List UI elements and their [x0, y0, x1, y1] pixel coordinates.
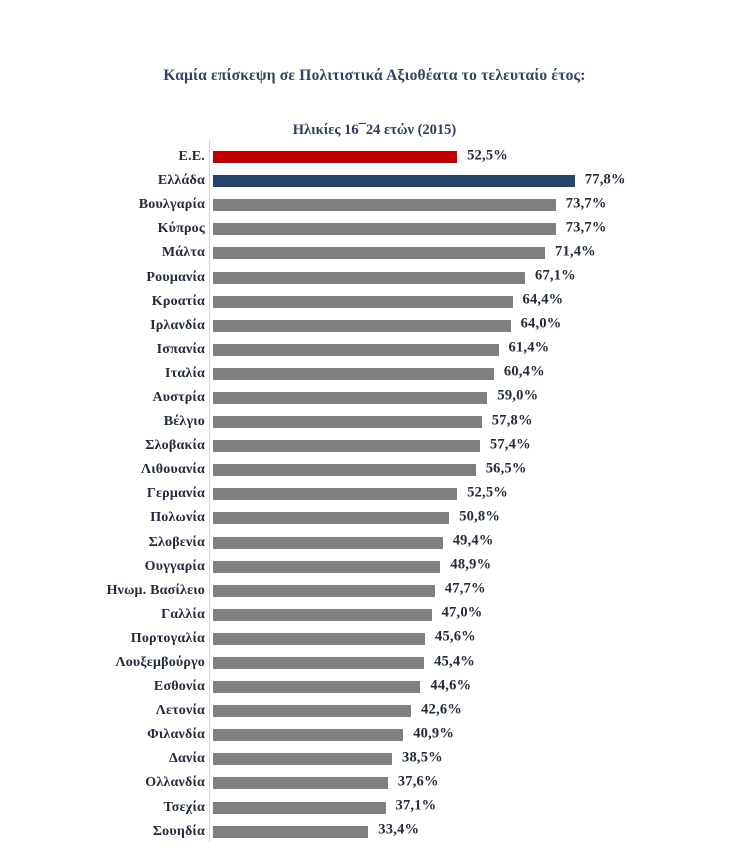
- bar: [213, 609, 432, 621]
- bar-value: 60,4%: [503, 363, 545, 380]
- bar-value: 57,4%: [489, 436, 531, 453]
- bar-cell: [205, 365, 749, 382]
- row-label: Κύπρος: [157, 221, 205, 237]
- bar: [213, 681, 420, 693]
- bar-cell: [205, 173, 749, 190]
- bar: [213, 151, 457, 163]
- bar-cell: [205, 221, 749, 238]
- bar: [213, 585, 435, 597]
- row-label: Γερμανία: [146, 486, 205, 502]
- bar-row: [0, 362, 749, 386]
- bar-value: 38,5%: [402, 749, 443, 766]
- bar-value: 45,6%: [435, 628, 476, 645]
- bar: [213, 199, 556, 211]
- bar-cell: [205, 197, 749, 214]
- bar-cell: [205, 486, 749, 503]
- bar-row: [0, 265, 749, 289]
- bar: [213, 392, 487, 404]
- bar-cell: [205, 799, 749, 816]
- bar-row: [0, 482, 749, 506]
- row-label: Βουλγαρία: [138, 197, 205, 213]
- bar-value: 42,6%: [421, 701, 462, 718]
- row-label: Λουξεμβούργο: [115, 655, 205, 671]
- row-label: Ε.Ε.: [178, 149, 205, 165]
- bar-row: [0, 771, 749, 795]
- row-label: Σλοβακία: [145, 438, 205, 454]
- bar-cell: [205, 679, 749, 696]
- row-label: Ουγγαρία: [144, 558, 205, 574]
- bar-row: [0, 290, 749, 314]
- bar-cell: [205, 438, 749, 455]
- row-label: Λετονία: [155, 703, 205, 719]
- bar: [213, 296, 513, 308]
- bar-row: [0, 579, 749, 603]
- bar-value: 45,4%: [434, 653, 475, 670]
- bar-row: [0, 506, 749, 530]
- bar-row: [0, 603, 749, 627]
- bar: [213, 753, 392, 765]
- bar-value: 40,9%: [413, 725, 455, 742]
- bar-cell: [205, 293, 749, 310]
- bar-row: [0, 217, 749, 241]
- row-label: Γαλλία: [161, 606, 205, 622]
- bar-cell: [205, 534, 749, 551]
- bar: [213, 416, 482, 428]
- bar: [213, 512, 449, 524]
- bar: [213, 320, 511, 332]
- bar-cell: [205, 389, 749, 406]
- row-label: Πορτογαλία: [130, 630, 205, 646]
- row-label: Εσθονία: [153, 679, 205, 695]
- bar-value: 73,7%: [565, 219, 607, 236]
- bar-row: [0, 820, 749, 844]
- bar-row: [0, 434, 749, 458]
- bar-cell: [205, 269, 749, 286]
- bar-row: [0, 555, 749, 579]
- bar: [213, 802, 386, 814]
- bar-row: [0, 193, 749, 217]
- bar: [213, 368, 494, 380]
- bar-cell: [205, 245, 749, 262]
- bar-cell: [205, 823, 749, 840]
- row-label: Ιταλία: [165, 365, 205, 381]
- bar-cell: [205, 727, 749, 744]
- bar-value: 37,1%: [395, 797, 437, 814]
- row-label: Δανία: [169, 751, 205, 767]
- bar-cell: [205, 317, 749, 334]
- bar-row: [0, 338, 749, 362]
- bar-value: 71,4%: [555, 243, 596, 260]
- bar: [213, 633, 425, 645]
- bar: [213, 488, 457, 500]
- bar-value: 33,4%: [378, 821, 420, 838]
- bar-value: 64,4%: [522, 291, 564, 308]
- bar-row: [0, 747, 749, 771]
- bar: [213, 729, 403, 741]
- bar-value: 48,9%: [450, 556, 492, 573]
- bar-cell: [205, 558, 749, 575]
- row-label: Ελλάδα: [157, 173, 205, 189]
- bar-rows: [0, 145, 749, 844]
- bar-cell: [205, 655, 749, 672]
- row-label: Τσεχία: [163, 799, 205, 815]
- bar-value: 67,1%: [535, 267, 576, 284]
- bar: [213, 272, 525, 284]
- row-label: Βέλγιο: [163, 414, 205, 430]
- bar-cell: [205, 703, 749, 720]
- bar-cell: [205, 414, 749, 431]
- bar: [213, 537, 443, 549]
- row-label: Πολωνία: [150, 510, 205, 526]
- bar: [213, 464, 476, 476]
- row-label: Σουηδία: [152, 823, 205, 839]
- bar: [213, 440, 480, 452]
- bar: [213, 561, 440, 573]
- bar-cell: [205, 510, 749, 527]
- bar-row: [0, 145, 749, 169]
- bar-cell: [205, 751, 749, 768]
- bar-value: 50,8%: [459, 508, 501, 525]
- bar: [213, 175, 575, 187]
- row-label: Ιρλανδία: [150, 317, 205, 333]
- chart-subtitle: Ηλικίες 16¯24 ετών (2015): [292, 122, 457, 138]
- row-label: Φιλανδία: [147, 727, 205, 743]
- bar-value: 44,6%: [430, 677, 472, 694]
- bar-row: [0, 651, 749, 675]
- bar-value: 47,7%: [444, 580, 486, 597]
- row-label: Μάλτα: [161, 245, 205, 261]
- bar: [213, 777, 388, 789]
- bar-value: 47,0%: [441, 604, 483, 621]
- bar-value: 59,0%: [497, 387, 539, 404]
- row-label: Ολλανδία: [145, 775, 205, 791]
- bar: [213, 705, 411, 717]
- bar-cell: [205, 775, 749, 792]
- bar-row: [0, 796, 749, 820]
- bar-row: [0, 314, 749, 338]
- bar-row: [0, 169, 749, 193]
- bar-value: 56,5%: [485, 460, 527, 477]
- chart-title: Καμία επίσκεψη σε Πολιτιστικά Αξιοθέατα το τελευταίο έτος:: [163, 67, 586, 84]
- bar-value: 52,5%: [467, 484, 508, 501]
- bar: [213, 247, 545, 259]
- bar-row: [0, 627, 749, 651]
- bar-row: [0, 675, 749, 699]
- bar-cell: [205, 582, 749, 599]
- bar-value: 49,4%: [452, 532, 494, 549]
- bar-row: [0, 241, 749, 265]
- bar-cell: [205, 462, 749, 479]
- row-label: Αυστρία: [152, 389, 205, 405]
- bar-row: [0, 410, 749, 434]
- bar-row: [0, 723, 749, 747]
- bar-chart: [0, 121, 749, 844]
- row-label: Σλοβενία: [148, 534, 205, 550]
- bar-cell: [205, 149, 749, 166]
- row-label: Λιθουανία: [141, 462, 205, 478]
- row-label: Ρουμανία: [146, 269, 205, 285]
- bar: [213, 826, 368, 838]
- bar-row: [0, 699, 749, 723]
- bar: [213, 344, 499, 356]
- bar-row: [0, 458, 749, 482]
- bar: [213, 657, 424, 669]
- bar-cell: [205, 630, 749, 647]
- bar-value: 61,4%: [508, 339, 550, 356]
- row-label: Κροατία: [151, 293, 205, 309]
- bar-value: 77,8%: [584, 171, 626, 188]
- bar-value: 37,6%: [397, 773, 439, 790]
- row-label: Ηνωμ. Βασίλειο: [106, 582, 205, 598]
- bar-cell: [205, 606, 749, 623]
- bar-cell: [205, 341, 749, 358]
- y-axis-line: [209, 140, 210, 842]
- bar-value: 64,0%: [520, 315, 562, 332]
- bar-value: 52,5%: [467, 147, 508, 164]
- bar: [213, 223, 556, 235]
- bar-row: [0, 386, 749, 410]
- bar-value: 57,8%: [491, 412, 533, 429]
- row-label: Ισπανία: [156, 341, 205, 357]
- bar-value: 73,7%: [565, 195, 607, 212]
- bar-row: [0, 531, 749, 555]
